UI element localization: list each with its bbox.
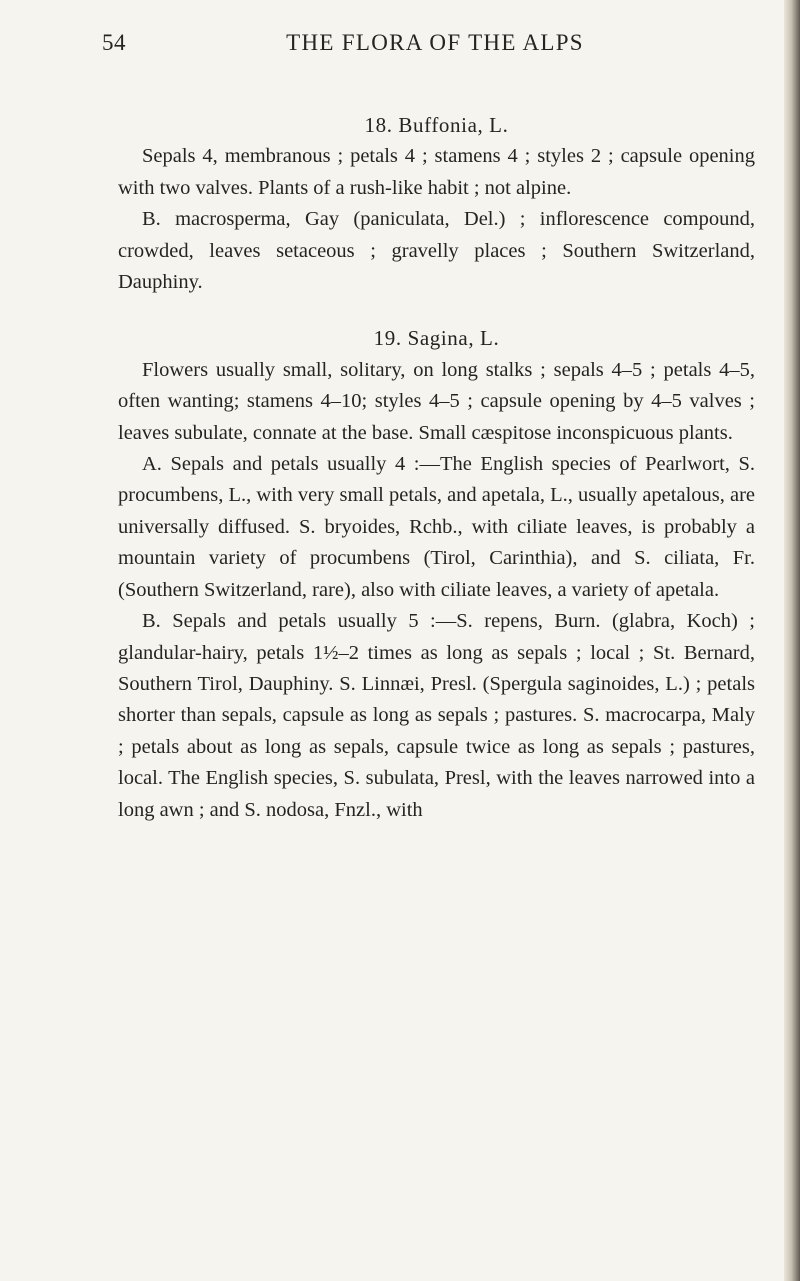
paragraph-sagina-group-b: B. Sepals and petals usually 5 :—S. repens, Burn. (glabra, Koch) ; glandular-hairy, petals 1½–2 times as long as sepals ; local ; St. Bernard, Southern Tirol, Dauphiny. S. Linnæi, Presl. (Spergula saginoides, L.) ; petals shorter than sepals, capsule as long as sepals ; pastures. S. macrocarpa, Maly ; petals about as long as sepals, capsule twice as long as sepals ; pastures, local. The English species, S. subulata, Presl, with the leaves narrowed into a long awn ; and S. nodosa, Fnzl., with [118, 610, 755, 821]
paragraph-buffonia-macrosperma: B. macrosperma, Gay (paniculata, Del.) ; inflorescence compound, crowded, leaves setaceous ; gravelly places ; Southern Switzerland, Dauphiny. [118, 208, 755, 294]
paragraph-sagina-group-a: A. Sepals and petals usually 4 :—The English species of Pearlwort, S. procumbens, L., with very small petals, and apetala, L., usually apetalous, are universally diffused. S. bryoides, Rchb., with ciliate leaves, is probably a mountain variety of procumbens (Tirol, Carinthia), and S. ciliata, Fr. (Southern Switzerland, rare), also with ciliate leaves, a variety of apetala. [118, 453, 756, 601]
paragraph-sagina-description: Flowers usually small, solitary, on long stalks ; sepals 4–5 ; petals 4–5, often wanting; stamens 4–10; styles 4–5 ; capsule opening by 4–5 valves ; leaves subulate, connate at the base. Small cæspitose inconspicuous plants. [118, 358, 755, 444]
running-head-wrap [102, 30, 742, 56]
page-body [118, 110, 755, 826]
page-header [102, 30, 742, 64]
paragraph-buffonia-description: Sepals 4, membranous ; petals 4 ; stamens 4 ; styles 2 ; capsule opening with two valves. Plants of a rush-like habit ; not alpine. [118, 145, 755, 199]
page-edge-shadow [784, 0, 800, 1281]
page-number: 54 [102, 30, 126, 55]
section-heading-buffonia: 18. Buffonia, L. [364, 113, 509, 137]
running-title: THE FLORA OF THE ALPS [286, 30, 584, 55]
section-heading-sagina: 19. Sagina, L. [373, 326, 500, 351]
